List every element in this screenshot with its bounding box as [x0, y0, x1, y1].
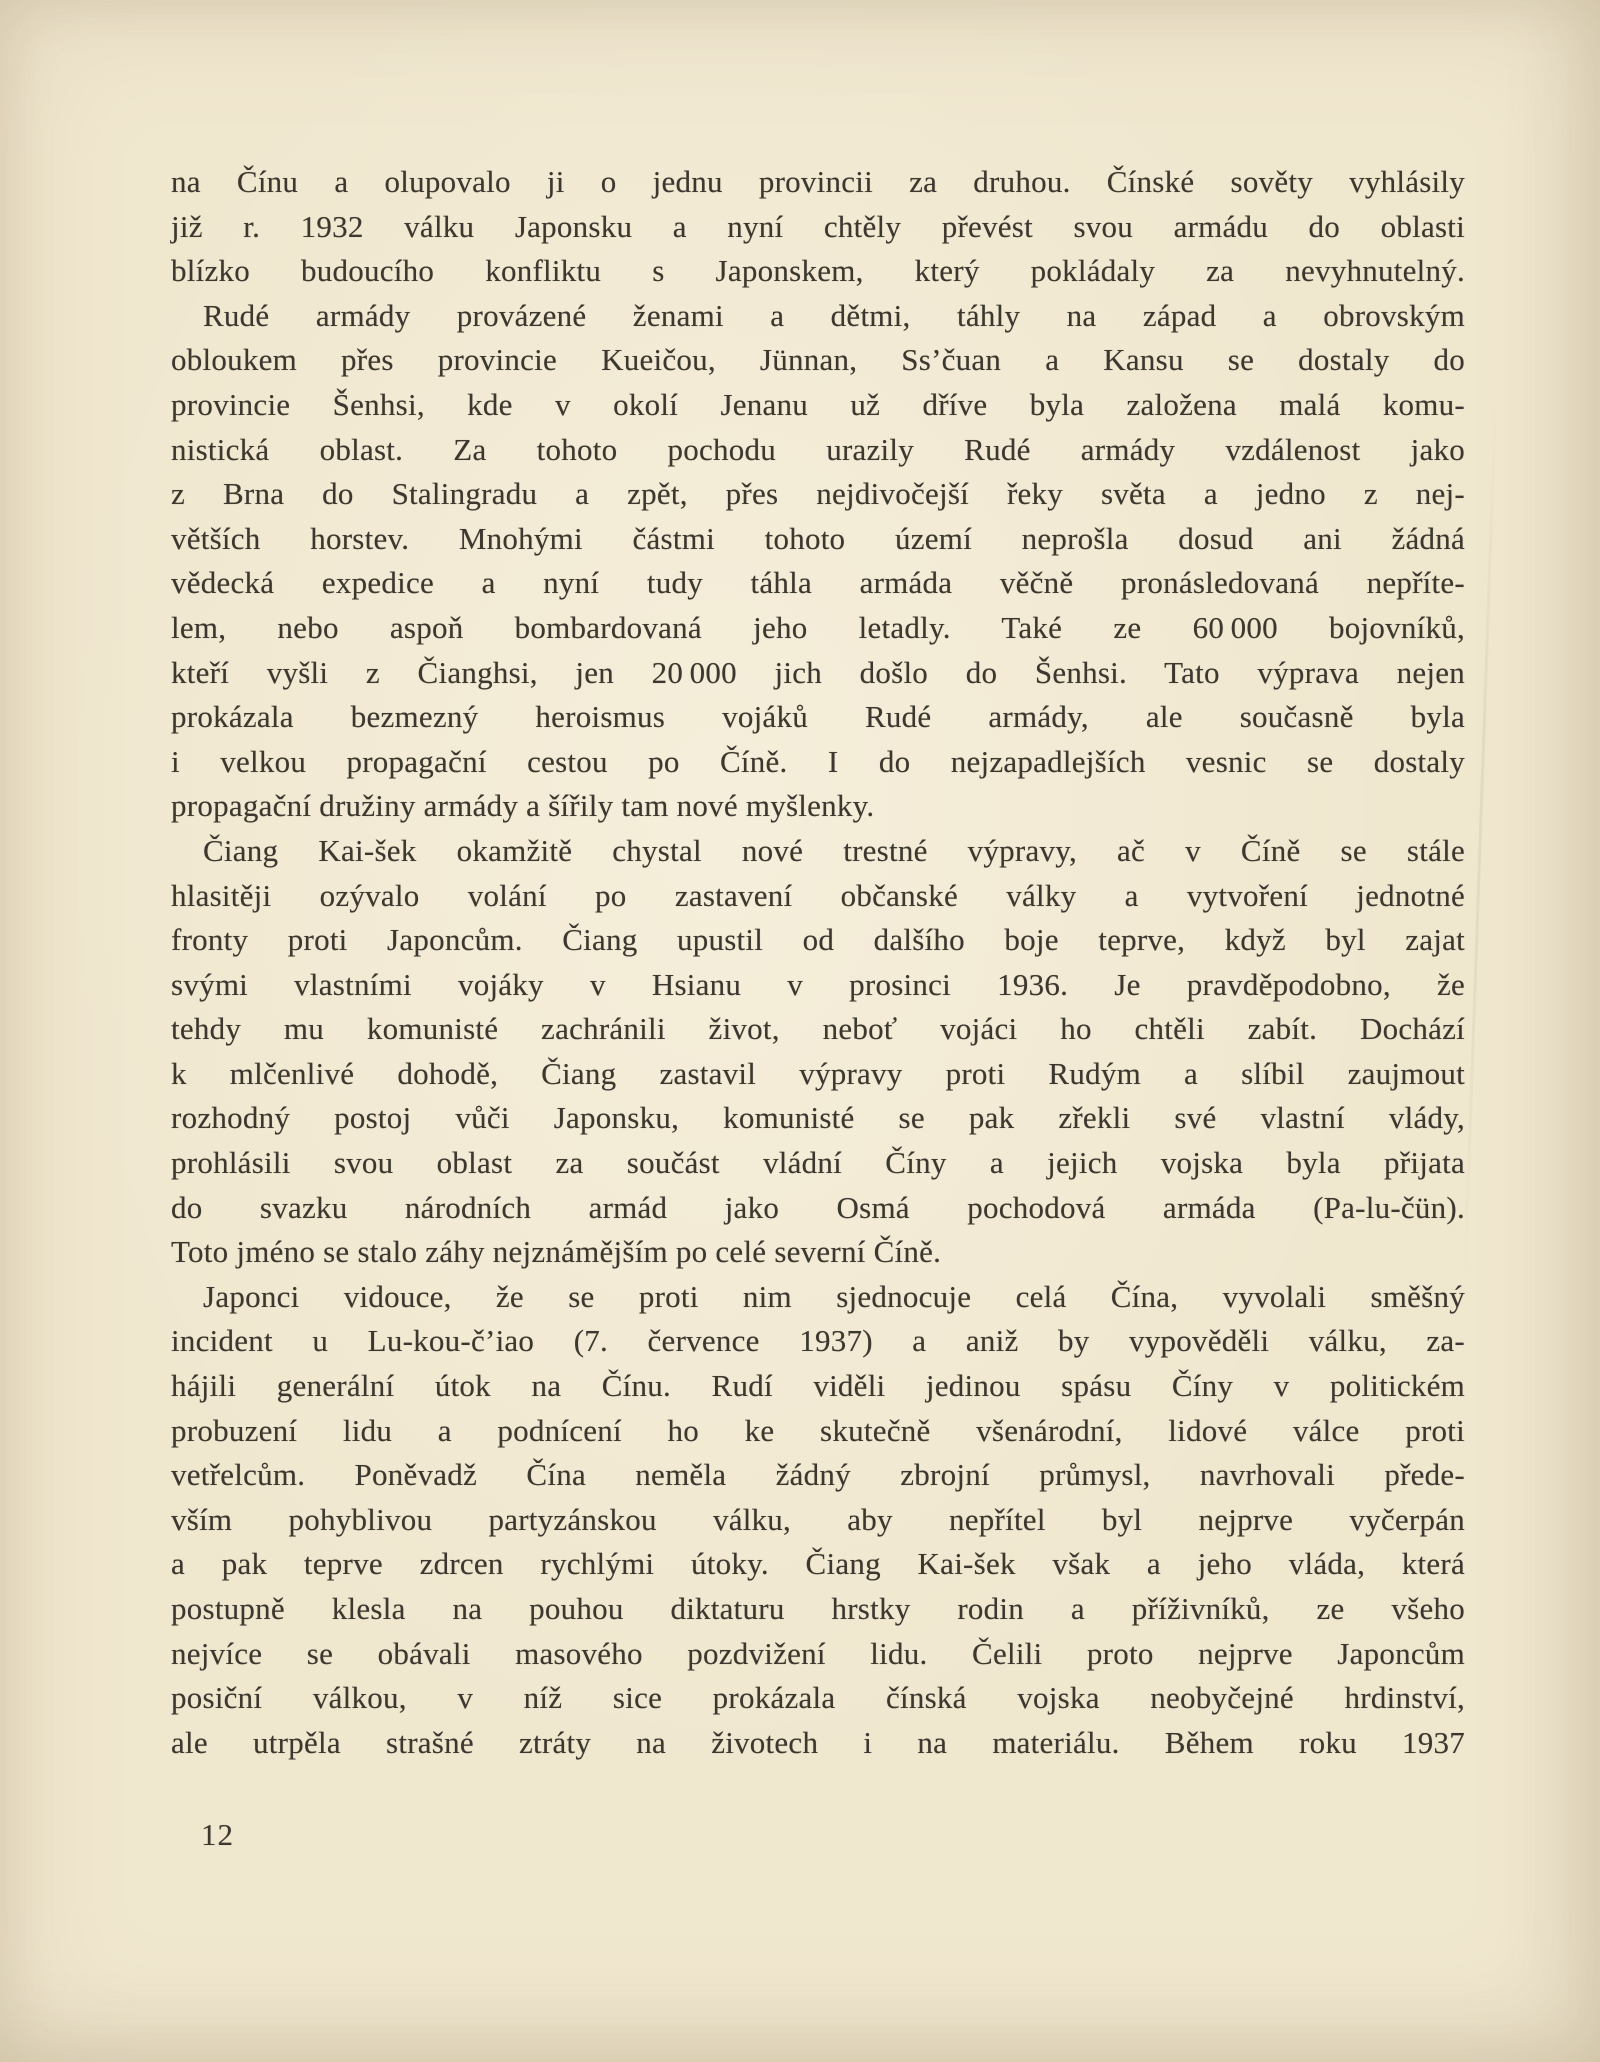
text-line: k mlčenlivé dohodě, Čiang zastavil výpravy proti Rudým a slíbil zaujmout: [171, 1055, 1465, 1091]
text-line: obloukem přes provincie Kueičou, Jünnan, Ss’čuan a Kansu se dostaly do: [171, 342, 1465, 378]
text-line: probuzení lidu a podnícení ho ke skutečně všenárodní, lidové válce proti: [171, 1412, 1465, 1448]
text-line: hlasitěji ozývalo volání po zastavení občanské války a vytvoření jednotné: [171, 877, 1465, 913]
text-line: hájili generální útok na Čínu. Rudí viděli jedinou spásu Číny v politickém: [171, 1368, 1465, 1404]
text-line: z Brna do Stalingradu a zpět, přes nejdivočejší řeky světa a jedno z nej-: [171, 476, 1465, 512]
text-line: do svazku národních armád jako Osmá pochodová armáda (Pa-lu-čün).: [171, 1189, 1465, 1225]
text-line: rozhodný postoj vůči Japonsku, komunisté se pak zřekli své vlastní vlády,: [171, 1100, 1465, 1136]
text-line: Rudé armády provázené ženami a dětmi, táhly na západ a obrovským: [203, 297, 1465, 333]
text-line: incident u Lu-kou-č’iao (7. července 1937) a aniž by vypověděli válku, za-: [171, 1323, 1465, 1359]
text-line: posiční válkou, v níž sice prokázala čínská vojska neobyčejné hrdinství,: [171, 1680, 1465, 1716]
text-line: i velkou propagační cestou po Číně. I do nejzapadlejších vesnic se dostaly: [171, 743, 1465, 779]
text-line: kteří vyšli z Čianghsi, jen 20 000 jich došlo do Šenhsi. Tato výprava nejen: [171, 654, 1465, 690]
text-line: vetřelcům. Poněvadž Čína neměla žádný zbrojní průmysl, navrhovali přede-: [171, 1457, 1465, 1493]
text-line: tehdy mu komunisté zachránili život, neboť vojáci ho chtěli zabít. Dochází: [171, 1011, 1465, 1047]
text-line: postupně klesla na pouhou diktaturu hrstky rodin a příživníků, ze všeho: [171, 1591, 1465, 1626]
text-line: propagační družiny armády a šířily tam nové myšlenky.: [171, 788, 875, 824]
text-line: vším pohyblivou partyzánskou válku, aby nepřítel byl nejprve vyčerpán: [171, 1501, 1465, 1537]
text-line: Čiang Kai-šek okamžitě chystal nové trestné výpravy, ač v Číně se stále: [203, 832, 1465, 868]
text-line: již r. 1932 válku Japonsku a nyní chtěly převést svou armádu do oblasti: [171, 208, 1465, 244]
text-line: svými vlastními vojáky v Hsianu v prosinci 1936. Je pravděpodobno, že: [171, 966, 1465, 1002]
text-line: blízko budoucího konfliktu s Japonskem, který pokládaly za nevyhnutelný.: [171, 253, 1465, 289]
text-line: prohlásili svou oblast za součást vládní Číny a jejich vojska byla přijata: [171, 1145, 1465, 1181]
text-line: lem, nebo aspoň bombardovaná jeho letadly. Také ze 60 000 bojovníků,: [171, 609, 1465, 645]
text-line: prokázala bezmezný heroismus vojáků Rudé armády, ale současně byla: [171, 699, 1465, 735]
text-line: fronty proti Japoncům. Čiang upustil od dalšího boje teprve, když byl zajat: [171, 922, 1465, 958]
text-line: a pak teprve zdrcen rychlými útoky. Čiang Kai-šek však a jeho vláda, která: [171, 1546, 1465, 1582]
text-line: ale utrpěla strašné ztráty na životech i na materiálu. Během roku 1937: [171, 1724, 1465, 1760]
page-number: 12: [201, 1817, 234, 1852]
text-line: větších horstev. Mnohými částmi tohoto území neprošla dosud ani žádná: [171, 520, 1465, 556]
paragraph: [171, 160, 1465, 294]
text-line: vědecká expedice a nyní tudy táhla armáda věčně pronásledovaná nepříte-: [171, 565, 1465, 601]
text-line: nistická oblast. Za tohoto pochodu urazily Rudé armády vzdálenost jako: [171, 431, 1465, 467]
page-text: [171, 160, 1465, 1765]
paragraph: [171, 829, 1465, 1275]
paragraph: [171, 294, 1465, 829]
text-line: Japonci vidouce, že se proti nim sjednocuje celá Čína, vyvolali směšný: [203, 1278, 1465, 1314]
text-line: Toto jméno se stalo záhy nejznámějším po celé severní Číně.: [171, 1234, 942, 1270]
paragraph: [171, 1275, 1465, 1766]
text-line: nejvíce se obávali masového pozdvižení lidu. Čelili proto nejprve Japoncům: [171, 1635, 1465, 1671]
text-line: provincie Šenhsi, kde v okolí Jenanu už dříve byla založena malá komu-: [171, 386, 1465, 422]
text-line: na Čínu a olupovalo ji o jednu provincii za druhou. Čínské sověty vyhlásily: [171, 164, 1465, 199]
